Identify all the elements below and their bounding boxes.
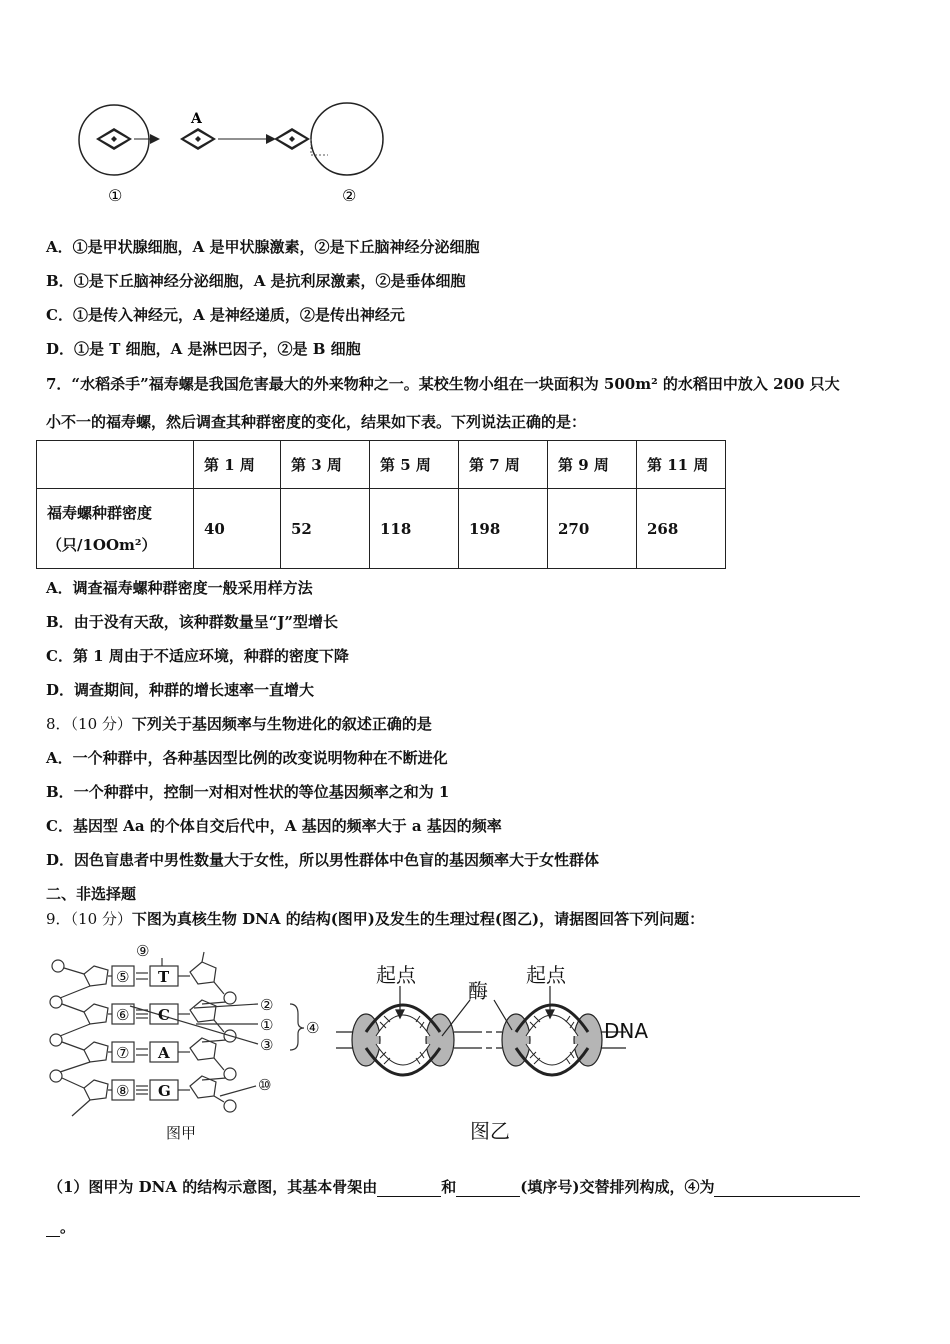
enzyme-label: 酶 — [468, 979, 488, 1003]
answer-blank[interactable] — [456, 1182, 520, 1197]
table-header: 第 7 周 — [459, 441, 548, 489]
cell-2 — [311, 103, 383, 175]
table-cell: 198 — [459, 489, 548, 569]
answer-blank[interactable] — [377, 1182, 441, 1197]
q8-option-a: A．一个种群中，各种基因型比例的改变说明物种在不断进化 — [46, 749, 448, 767]
q8-option-d: D．因色盲患者中男性数量大于女性，所以男性群体中色盲的基因频率大于女性群体 — [46, 851, 600, 869]
table-header: 第 3 周 — [281, 441, 370, 489]
num-7: ⑦ — [116, 1044, 130, 1062]
answer-blank[interactable] — [46, 1222, 60, 1237]
q7-option-b: B．由于没有天敌，该种群数量呈“J”型增长 — [46, 613, 339, 631]
num-1: ① — [260, 1016, 274, 1034]
base-G: G — [158, 1082, 171, 1100]
dna-structure-figure — [44, 940, 334, 1150]
table-row — [37, 489, 726, 569]
num-5: ⑤ — [116, 968, 130, 986]
origin-label-2: 起点 — [526, 963, 566, 987]
signal-molecule-1 — [96, 128, 132, 150]
table-header: 第 9 周 — [548, 441, 637, 489]
label-A: A — [191, 111, 202, 127]
dna-replication-figure — [336, 960, 666, 1145]
table-header-row — [37, 441, 726, 489]
table-cell: 270 — [548, 489, 637, 569]
num-10: ⑩ — [258, 1076, 272, 1094]
num-9: ⑨ — [136, 942, 150, 960]
num-2: ② — [260, 996, 274, 1014]
table-header: 第 11 周 — [637, 441, 726, 489]
q8-option-b: B．一个种群中，控制一对相对性状的等位基因频率之和为 1 — [46, 783, 450, 801]
q7-stem-line1: 7．“水稻杀手”福寿螺是我国危害最大的外来物种之一。某校生物小组在一块面积为 500m² 的水稻田中放入 200 只大 — [46, 375, 840, 393]
label-cell-2: ② — [342, 186, 357, 205]
q9-stem: 9．（10 分）下图为真核生物 DNA 的结构(图甲)及发生的生理过程(图乙)，请据图回答下列问题： — [46, 910, 705, 928]
caption-yi: 图乙 — [470, 1119, 510, 1143]
num-6: ⑥ — [116, 1006, 130, 1024]
q8-option-c: C．基因型 Aa 的个体自交后代中，A 基因的频率大于 a 基因的频率 — [46, 817, 502, 835]
base-C: C — [158, 1006, 170, 1024]
q9-sub1-cont: 。 — [46, 1216, 75, 1237]
dna-label: DNA — [604, 1019, 649, 1043]
q8-stem: 8．（10 分）下列关于基因频率与生物进化的叙述正确的是 — [46, 715, 432, 733]
q9-sub1: （1）图甲为 DNA 的结构示意图，其基本骨架由 和 (填序号)交替排列构成，④为 — [48, 1176, 860, 1197]
table-cell: 118 — [370, 489, 459, 569]
table-cell: 268 — [637, 489, 726, 569]
base-T: T — [158, 968, 170, 986]
cell-signal-figure — [70, 95, 400, 210]
q6-option-c: C．①是传入神经元，A 是神经递质，②是传出神经元 — [46, 306, 405, 324]
q6-option-a: A．①是甲状腺细胞，A 是甲状腺激素，②是下丘脑神经分泌细胞 — [46, 238, 480, 256]
origin-label-1: 起点 — [376, 963, 416, 987]
label-cell-1: ① — [108, 186, 123, 205]
q7-stem-line2: 小不一的福寿螺，然后调查其种群密度的变化，结果如下表。下列说法正确的是： — [46, 413, 587, 431]
q7-option-c: C．第 1 周由于不适应环境，种群的密度下降 — [46, 647, 349, 665]
signal-molecule-A — [180, 128, 216, 150]
table-row-label: 福寿螺种群密度 （只/1OOm²） — [37, 489, 194, 569]
num-3: ③ — [260, 1036, 274, 1054]
num-8: ⑧ — [116, 1082, 130, 1100]
table-corner — [37, 441, 194, 489]
signal-molecule-bound — [274, 128, 310, 150]
table-header: 第 5 周 — [370, 441, 459, 489]
q6-option-d: D．①是 T 细胞，A 是淋巴因子，②是 B 细胞 — [46, 340, 361, 358]
table-cell: 52 — [281, 489, 370, 569]
q6-option-b: B．①是下丘脑神经分泌细胞，A 是抗利尿激素，②是垂体细胞 — [46, 272, 466, 290]
q7-option-d: D．调查期间，种群的增长速率一直增大 — [46, 681, 315, 699]
table-header: 第 1 周 — [194, 441, 281, 489]
q7-option-a: A．调查福寿螺种群密度一般采用样方法 — [46, 579, 313, 597]
base-A: A — [158, 1044, 170, 1062]
caption-jia: 图甲 — [166, 1124, 197, 1142]
section-title: 二、非选择题 — [46, 885, 137, 903]
density-table — [36, 440, 726, 569]
num-4: ④ — [306, 1019, 320, 1037]
answer-blank[interactable] — [714, 1182, 860, 1197]
table-cell: 40 — [194, 489, 281, 569]
